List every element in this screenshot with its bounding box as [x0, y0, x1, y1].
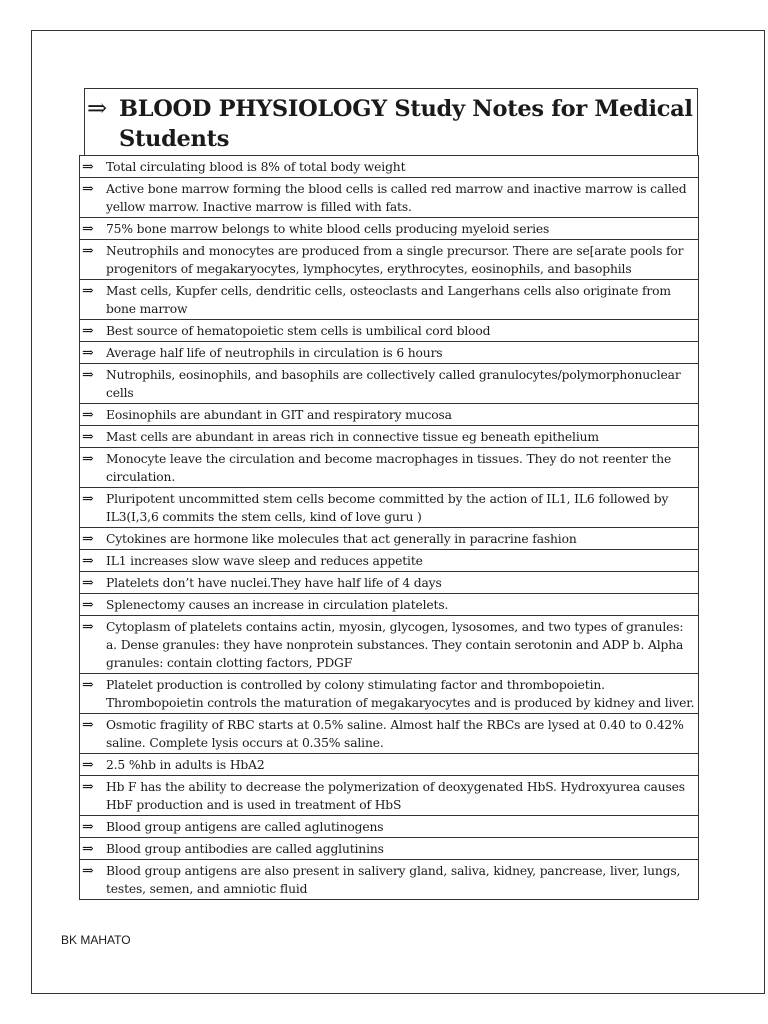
note-row [79, 837, 699, 859]
note-row [79, 341, 699, 363]
note-text: Mast cells, Kupfer cells, dendritic cells, osteoclasts and Langerhans cells also originate from bone marrow [106, 284, 671, 316]
arrow-icon: ⇒ [82, 345, 94, 361]
arrow-icon: ⇒ [82, 243, 94, 259]
arrow-icon: ⇒ [82, 619, 94, 635]
note-text: Blood group antibodies are called agglutinins [106, 842, 384, 856]
arrow-icon: ⇒ [82, 181, 94, 197]
note-text: Active bone marrow forming the blood cells is called red marrow and inactive marrow is called yellow marrow. Inactive marrow is filled with fats. [106, 182, 687, 214]
note-row [79, 775, 699, 815]
note-row [79, 593, 699, 615]
note-row [79, 859, 699, 900]
arrow-icon: ⇒ [82, 597, 94, 613]
note-row [79, 615, 699, 673]
note-row [79, 815, 699, 837]
note-row [79, 527, 699, 549]
arrow-icon: ⇒ [82, 407, 94, 423]
arrow-icon: ⇒ [82, 819, 94, 835]
arrow-icon: ⇒ [82, 717, 94, 733]
arrow-icon: ⇒ [82, 677, 94, 693]
note-text: Mast cells are abundant in areas rich in connective tissue eg beneath epithelium [106, 430, 599, 444]
arrow-icon: ⇒ [82, 159, 94, 175]
note-text: Platelets don’t have nuclei.They have half life of 4 days [106, 576, 442, 590]
note-row [79, 425, 699, 447]
notes-table [79, 155, 699, 900]
note-row [79, 549, 699, 571]
note-row [79, 239, 699, 279]
note-text: Pluripotent uncommitted stem cells become committed by the action of IL1, IL6 followed by IL3(I,3,6 commits the stem cells, kind of love guru ) [106, 492, 669, 524]
note-text: Best source of hematopoietic stem cells is umbilical cord blood [106, 324, 491, 338]
arrow-icon: ⇒ [82, 553, 94, 569]
arrow-icon: ⇒ [82, 779, 94, 795]
note-row [79, 363, 699, 403]
note-row [79, 403, 699, 425]
note-text: Cytokines are hormone like molecules that act generally in paracrine fashion [106, 532, 577, 546]
title-box [84, 88, 698, 155]
note-row [79, 155, 699, 177]
arrow-icon: ⇒ [82, 323, 94, 339]
note-text: IL1 increases slow wave sleep and reduces appetite [106, 554, 423, 568]
note-text: Blood group antigens are called aglutinogens [106, 820, 384, 834]
note-row [79, 571, 699, 593]
note-text: Eosinophils are abundant in GIT and respiratory mucosa [106, 408, 452, 422]
note-row [79, 319, 699, 341]
note-row [79, 713, 699, 753]
note-text: Blood group antigens are also present in salivery gland, saliva, kidney, pancrease, liver, lungs, testes, semen, and amniotic fluid [106, 864, 681, 896]
arrow-icon: ⇒ [82, 491, 94, 507]
note-row [79, 487, 699, 527]
arrow-icon: ⇒ [82, 757, 94, 773]
note-row [79, 217, 699, 239]
page-title: BLOOD PHYSIOLOGY Study Notes for Medical Students [119, 96, 693, 152]
arrow-icon: ⇒ [82, 221, 94, 237]
arrow-icon: ⇒ [82, 367, 94, 383]
arrow-icon: ⇒ [82, 841, 94, 857]
arrow-icon: ⇒ [82, 451, 94, 467]
note-row [79, 447, 699, 487]
note-row [79, 753, 699, 775]
note-text: 75% bone marrow belongs to white blood cells producing myeloid series [106, 222, 550, 236]
note-text: Hb F has the ability to decrease the polymerization of deoxygenated HbS. Hydroxyurea causes HbF production and is used in treatment of HbS [106, 780, 685, 812]
note-text: Total circulating blood is 8% of total body weight [106, 160, 406, 174]
arrow-icon: ⇒ [87, 94, 108, 122]
note-text: Monocyte leave the circulation and become macrophages in tissues. They do not reenter the circulation. [106, 452, 672, 484]
note-text: Average half life of neutrophils in circulation is 6 hours [106, 346, 443, 360]
arrow-icon: ⇒ [82, 531, 94, 547]
note-text: Platelet production is controlled by colony stimulating factor and thrombopoietin. Thrombopoietin controls the maturation of megakaryocytes and is produced by kidney and liver. [106, 678, 695, 710]
note-row [79, 279, 699, 319]
note-text: Splenectomy causes an increase in circulation platelets. [106, 598, 449, 612]
note-row [79, 177, 699, 217]
arrow-icon: ⇒ [82, 429, 94, 445]
author-footer: BK MAHATO [61, 933, 131, 947]
note-text: Cytoplasm of platelets contains actin, myosin, glycogen, lysosomes, and two types of granules: a. Dense granules: they have nonprotein substances. They contain serotonin and ADP b. Alpha granules: contain clotting factors, PDGF [106, 620, 684, 670]
note-text: Neutrophils and monocytes are produced from a single precursor. There are se[arate pools for progenitors of megakaryocytes, lymphocytes, erythrocytes, eosinophils, and basophils [106, 244, 684, 276]
arrow-icon: ⇒ [82, 283, 94, 299]
note-text: Osmotic fragility of RBC starts at 0.5% saline. Almost half the RBCs are lysed at 0.40 to 0.42% saline. Complete lysis occurs at 0.35% saline. [106, 718, 684, 750]
note-row [79, 673, 699, 713]
arrow-icon: ⇒ [82, 575, 94, 591]
arrow-icon: ⇒ [82, 863, 94, 879]
note-text: 2.5 %hb in adults is HbA2 [106, 758, 265, 772]
note-text: Nutrophils, eosinophils, and basophils are collectively called granulocytes/polymorphonuclear cells [106, 368, 681, 400]
